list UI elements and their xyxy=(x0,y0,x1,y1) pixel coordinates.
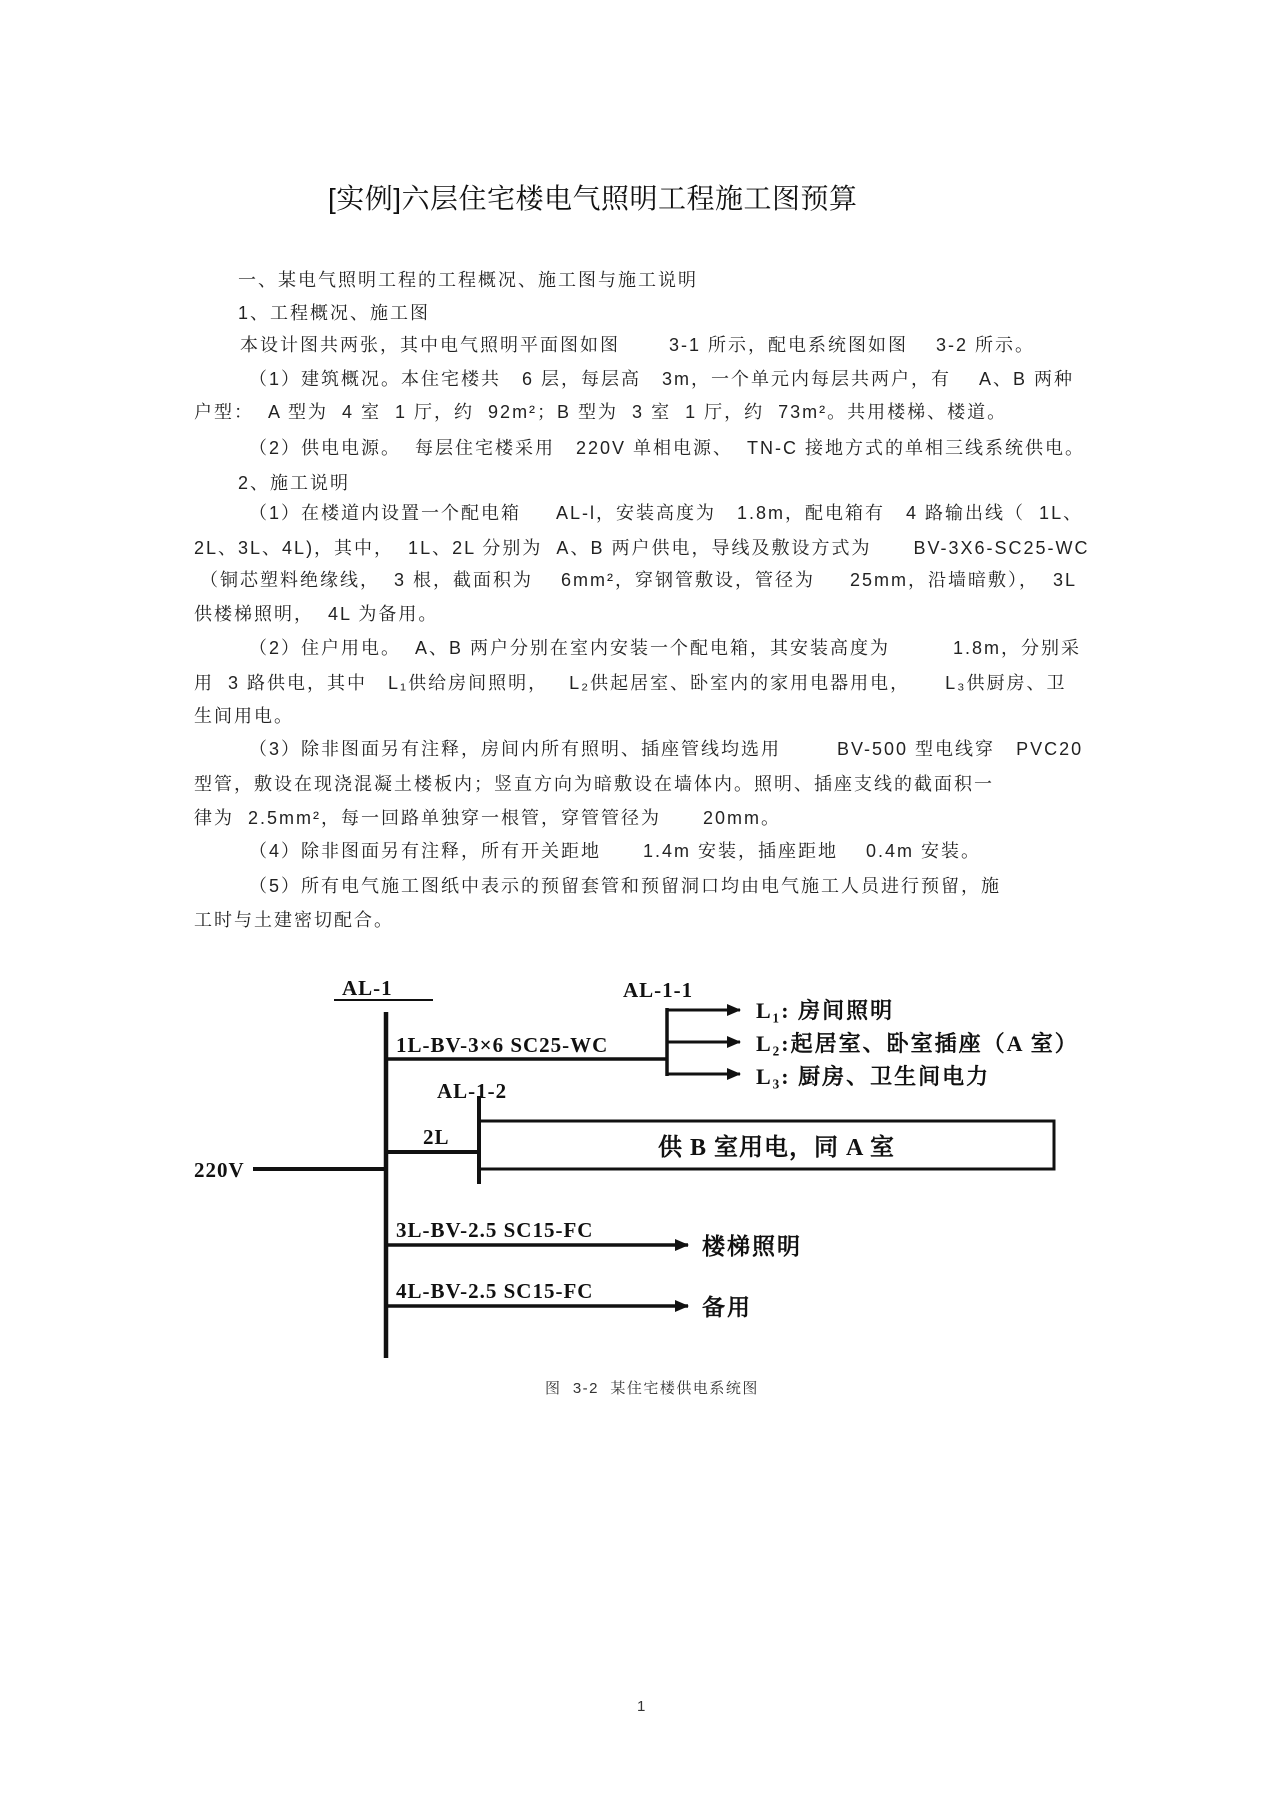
panel-label: AL-1 xyxy=(342,976,393,1000)
body-line: 本设计图共两张，其中电气照明平面图如图 3-1 所示，配电系统图如图 3-2 所示。 xyxy=(240,335,1036,355)
body-line: （2）住户用电。 A、B 两户分别在室内安装一个配电箱，其安装高度为 1.8m，分别采 xyxy=(249,638,1082,658)
branch-2-box-label: AL-1-2 xyxy=(437,1079,508,1103)
branch-1-box-label: AL-1-1 xyxy=(623,978,694,1002)
branch-3-target: 楼梯照明 xyxy=(702,1234,802,1259)
branch-4-cable-label: 4L-BV-2.5 SC15-FC xyxy=(396,1279,594,1303)
body-line: （5）所有电气施工图纸中表示的预留套管和预留洞口均由电气施工人员进行预留，施 xyxy=(249,876,1002,896)
body-line: 2L、3L、4L)，其中， 1L、2L 分别为 A、B 两户供电，导线及敷设方式为 BV-3X6-SC25-WC xyxy=(194,538,1090,558)
subsection-heading: 2、施工说明 xyxy=(238,473,351,493)
body-line: （4）除非图面另有注释，所有开关距地 1.4m 安装，插座距地 0.4m 安装。 xyxy=(249,841,982,861)
page-number: 1 xyxy=(637,1698,646,1715)
subsection-heading: 1、工程概况、施工图 xyxy=(238,303,431,323)
body-line: 型管，敷设在现浇混凝土楼板内；竖直方向为暗敷设在墙体内。照明、插座支线的截面积一 xyxy=(194,774,994,794)
body-line: 户型： A 型为 4 室 1 厅，约 92m²；B 型为 3 室 1 厅，约 73m²。共用楼梯、楼道。 xyxy=(194,402,1008,422)
section-heading: 一、某电气照明工程的工程概况、施工图与施工说明 xyxy=(238,270,698,290)
figure-caption: 图 3-2 某住宅楼供电系统图 xyxy=(545,1380,759,1397)
branch-3-cable-label: 3L-BV-2.5 SC15-FC xyxy=(396,1218,594,1242)
circuit-l2-label: L₂:起居室、卧室插座（A 室） xyxy=(756,1031,1079,1056)
body-line: 供楼梯照明， 4L 为备用。 xyxy=(194,604,439,624)
document-title: [实例]六层住宅楼电气照明工程施工图预算 xyxy=(328,183,858,214)
body-line: （2）供电电源。 每层住宅楼采用 220V 单相电源、 TN-C 接地方式的单相三线系统供电。 xyxy=(249,438,1086,458)
body-line: 律为 2.5mm²，每一回路单独穿一根管，穿管管径为 20mm。 xyxy=(194,808,782,828)
circuit-l3-label: L₃: 厨房、卫生间电力 xyxy=(756,1064,991,1089)
branch-4-target: 备用 xyxy=(702,1295,752,1320)
body-line: （3）除非图面另有注释，房间内所有照明、插座管线均选用 BV-500 型电线穿 PVC20 xyxy=(249,739,1084,759)
power-distribution-diagram xyxy=(0,950,1275,1370)
supply-voltage-label: 220V xyxy=(194,1158,245,1182)
body-line: 生间用电。 xyxy=(194,706,294,726)
body-line: （铜芯塑料绝缘线， 3 根，截面积为 6mm²，穿钢管敷设，管径为 25mm，沿墙暗敷）， 3L xyxy=(200,570,1078,590)
circuit-l1-label: L₁: 房间照明 xyxy=(756,998,895,1023)
body-line: 工时与土建密切配合。 xyxy=(194,910,394,930)
body-line: （1）建筑概况。本住宅楼共 6 层，每层高 3m，一个单元内每层共两户，有 A、B 两种 xyxy=(249,369,1075,389)
branch-1-cable-label: 1L-BV-3×6 SC25-WC xyxy=(396,1033,609,1057)
body-line: 用 3 路供电，其中 L₁供给房间照明， L₂供起居室、卧室内的家用电器用电， L₃供厨房、卫 xyxy=(194,673,1067,693)
branch-2-cable-label: 2L xyxy=(423,1125,450,1149)
body-line: （1）在楼道内设置一个配电箱 AL-l，安装高度为 1.8m，配电箱有 4 路输出线（ 1L、 xyxy=(249,503,1084,523)
branch-2-note: 供 B 室用电，同 A 室 xyxy=(658,1135,896,1161)
